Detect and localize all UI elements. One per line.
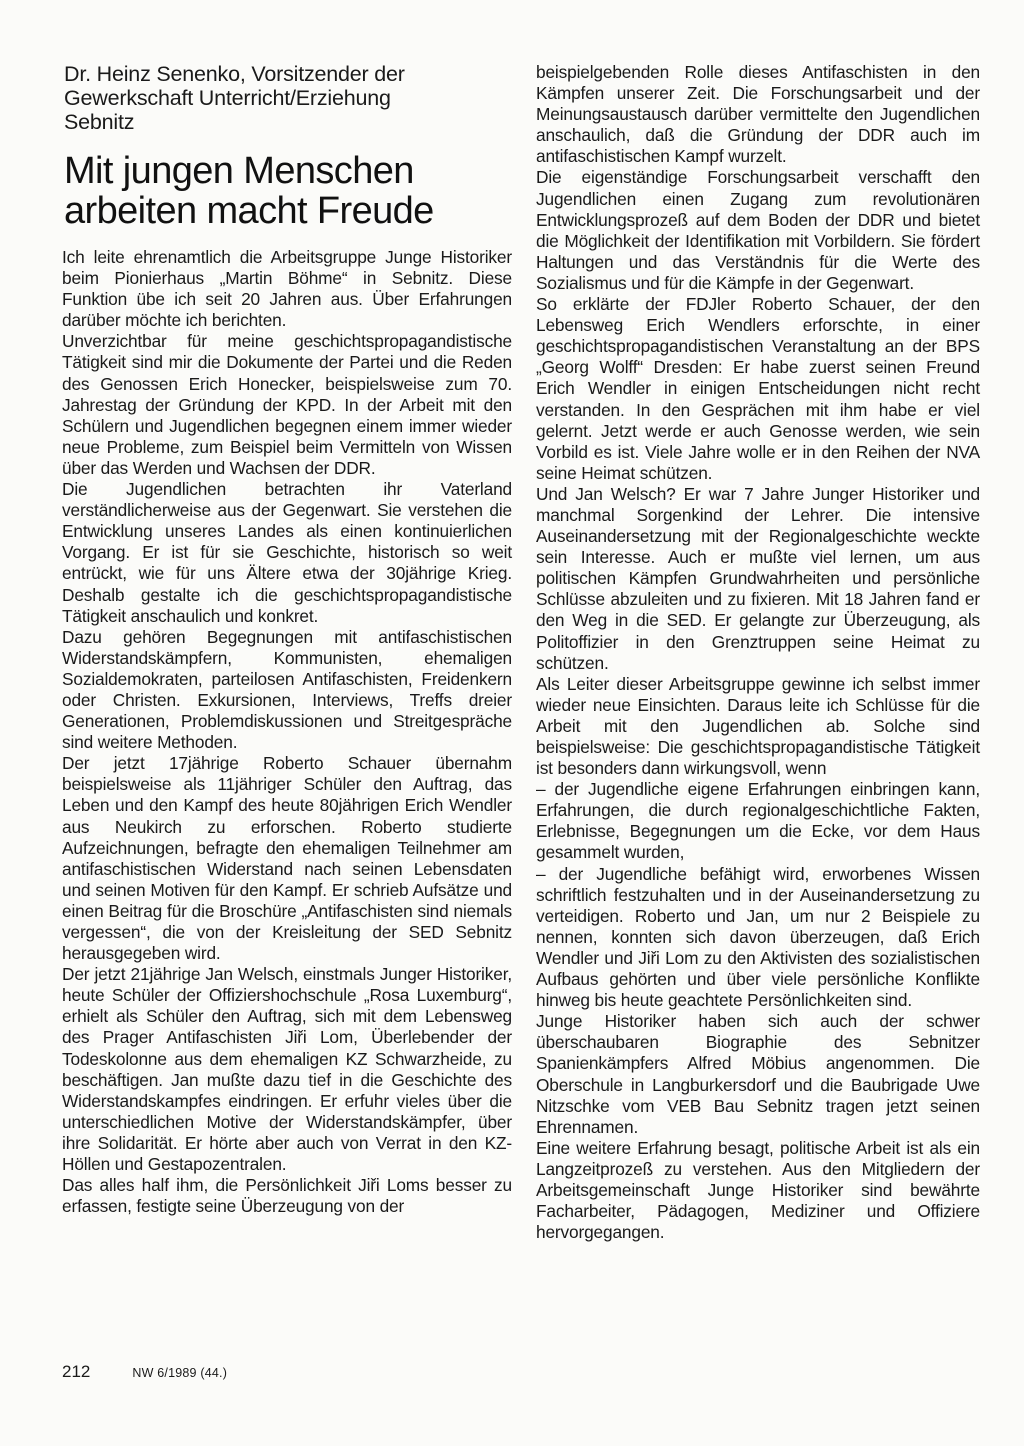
page-footer [62, 1362, 227, 1382]
paragraph: Die Jugendlichen betrachten ihr Vaterland verständlicherweise aus der Gegenwart. Sie verstehen die Entwicklung unseres Landes als einen kontinuierlichen Vorgang. Er ist für sie Geschichte, historisch so weit entrückt, wie für uns Ältere etwa der 30jährige Krieg. Deshalb gestalte ich die geschichtspropagandistische Tätigkeit anschaulich und konkret. [62, 479, 512, 626]
paragraph: Ich leite ehrenamtlich die Arbeitsgruppe Junge Historiker beim Pionierhaus „Martin Böhme“ in Sebnitz. Diese Funktion übe ich seit 20 Jahren aus. Über Erfahrungen darüber möchte ich berichten. [62, 247, 512, 331]
paragraph: Das alles half ihm, die Persönlichkeit Jiři Loms besser zu erfassen, festigte seine Überzeugung von der [62, 1175, 512, 1217]
author-byline [64, 62, 512, 134]
byline-line: Sebnitz [64, 110, 135, 134]
right-column [536, 62, 980, 1243]
paragraph: Als Leiter dieser Arbeitsgruppe gewinne ich selbst immer wieder neue Einsichten. Daraus leite ich Schlüsse für die Arbeit mit den Jugendlichen ab. Solche sind beispielsweise: Die geschichtspropagandistische Tätigkeit ist besonders dann wirkungsvoll, wenn [536, 673, 980, 779]
headline-line: arbeiten macht Freude [64, 190, 434, 232]
paragraph: Und Jan Welsch? Er war 7 Jahre Junger Historiker und manchmal Sorgenkind der Lehrer. Die intensive Auseinandersetzung mit der Regionalgeschichte weckte sein Interesse. Auch er mußte viel lernen, um aus politischen Kämpfen Grundwahrheiten und persönliche Schlüsse abzuleiten und zu fixieren. Mit 18 Jahren fand er den Weg in die SED. Er gelangte zur Überzeugung, als Politoffizier in den Grenztruppen seine Heimat zu schützen. [536, 483, 980, 673]
paragraph: Der jetzt 17jährige Roberto Schauer übernahm beispielsweise als 11jähriger Schüler den Auftrag, das Leben und den Kampf des heute 80jährigen Erich Wendler aus Neukirch zu erforschen. Roberto studierte Aufzeichnungen, befragte den ehemaligen Teilnehmer am antifaschistischen Widerstand nach seinen Lebensdaten und seinen Motiven für den Kampf. Er schrieb Aufsätze und einen Beitrag für die Broschüre „Antifaschisten sind niemals vergessen“, die von der Kreisleitung der SED Sebnitz herausgegeben wird. [62, 753, 512, 964]
paragraph: Unverzichtbar für meine geschichtspropagandistische Tätigkeit sind mir die Dokumente der Partei und die Reden des Genossen Erich Honecker, beispielsweise zum 70. Jahrestag der Gründung der KPD. In der Arbeit mit den Schülern und Jugendlichen begegnen einem immer wieder neue Probleme, zum Beispiel beim Vermitteln von Wissen über das Werden und Wachsen der DDR. [62, 331, 512, 478]
paragraph: Die eigenständige Forschungsarbeit verschafft den Jugendlichen einen Zugang zum revolutionären Entwicklungsprozeß auf dem Boden der DDR und bietet die Möglichkeit der Identifikation mit Vorbildern. Sie fördert Haltungen und das Verständnis für die Werte des Sozialismus und für die Kämpfe in der Gegenwart. [536, 167, 980, 293]
paragraph: So erklärte der FDJler Roberto Schauer, der den Lebensweg Erich Wendlers erforschte, in einer geschichtspropagandistischen Veranstaltung an der BPS „Georg Wolff“ Dresden: Er habe zuerst seinen Freund Erich Wendler in einigen Entscheidungen nicht recht verstanden. In den Gesprächen mit ihm habe er viel gelernt. Jetzt werde er auch Genosse werden, wie sein Vorbild es ist. Viele Jahre wolle er in den Reihen der NVA seine Heimat schützen. [536, 294, 980, 483]
paragraph: Der jetzt 21jährige Jan Welsch, einstmals Junger Historiker, heute Schüler der Offiziershochschule „Rosa Luxemburg“, erhielt als Schüler den Auftrag, sich mit dem Lebensweg des Prager Antifaschisten Jiři Lom, Überlebender der Todeskolonne aus dem ehemaligen KZ Schwarzheide, zu beschäftigen. Jan mußte dazu tief in die Geschichte des Widerstandskampfes eindringen. Er erfuhr vieles über die unterschiedlichen Motive der Widerstandskämpfer, über ihre Solidarität. Er hörte aber auch von Verrat in den KZ-Höllen und Gestapozentralen. [62, 964, 512, 1175]
article-headline [64, 151, 512, 231]
byline-line: Gewerkschaft Unterricht/Erziehung [64, 86, 391, 110]
list-item: – der Jugendliche befähigt wird, erworbenes Wissen schriftlich festzuhalten und in der Auseinandersetzung zu verteidigen. Roberto und Jan, um nur 2 Beispiele zu nennen, konnten sich davon überzeugen, daß Erich Wendler und Jiři Lom zu den Aktivisten des sozialistischen Aufbaus gehörten und über viele persönliche Konflikte hinweg bis heute geachtete Persönlichkeiten sind. [536, 863, 980, 1011]
paragraph: Eine weitere Erfahrung besagt, politische Arbeit ist als ein Langzeitprozeß zu verstehen. Aus den Mitgliedern der Arbeitsgemeinschaft Junge Historiker sind bewährte Facharbeiter, Pädagogen, Mediziner und Offiziere hervorgegangen. [536, 1137, 980, 1243]
left-column [62, 62, 512, 1217]
paragraph: beispielgebenden Rolle dieses Antifaschisten in den Kämpfen unserer Zeit. Die Forschungsarbeit und der Meinungsaustausch darüber vermittelte den Jugendlichen anschaulich, daß die Gründung der DDR auch im antifaschistischen Kampf wurzelt. [536, 62, 980, 167]
headline-line: Mit jungen Menschen [64, 150, 414, 192]
byline-line: Dr. Heinz Senenko, Vorsitzender der [64, 62, 405, 86]
page-number: 212 [62, 1362, 91, 1381]
paragraph: Junge Historiker haben sich auch der schwer überschaubaren Biographie des Sebnitzer Spanienkämpfers Alfred Möbius angenommen. Die Oberschule in Langburkersdorf und die Baubrigade Uwe Nitzschke vom VEB Bau Sebnitz tragen jetzt seinen Ehrennamen. [536, 1011, 980, 1137]
journal-reference: NW 6/1989 (44.) [132, 1366, 228, 1380]
paragraph: Dazu gehören Begegnungen mit antifaschistischen Widerstandskämpfern, Kommunisten, ehemaligen Sozialdemokraten, parteilosen Antifaschisten, Freidenkern oder Christen. Exkursionen, Interviews, Treffs dreier Generationen, Problemdiskussionen und Streitgespräche sind weitere Methoden. [62, 626, 512, 753]
list-item: – der Jugendliche eigene Erfahrungen einbringen kann, Erfahrungen, die durch regionalgeschichtliche Fakten, Erlebnisse, Begegnungen um die Ecke, vor dem Haus gesammelt wurden, [536, 779, 980, 863]
